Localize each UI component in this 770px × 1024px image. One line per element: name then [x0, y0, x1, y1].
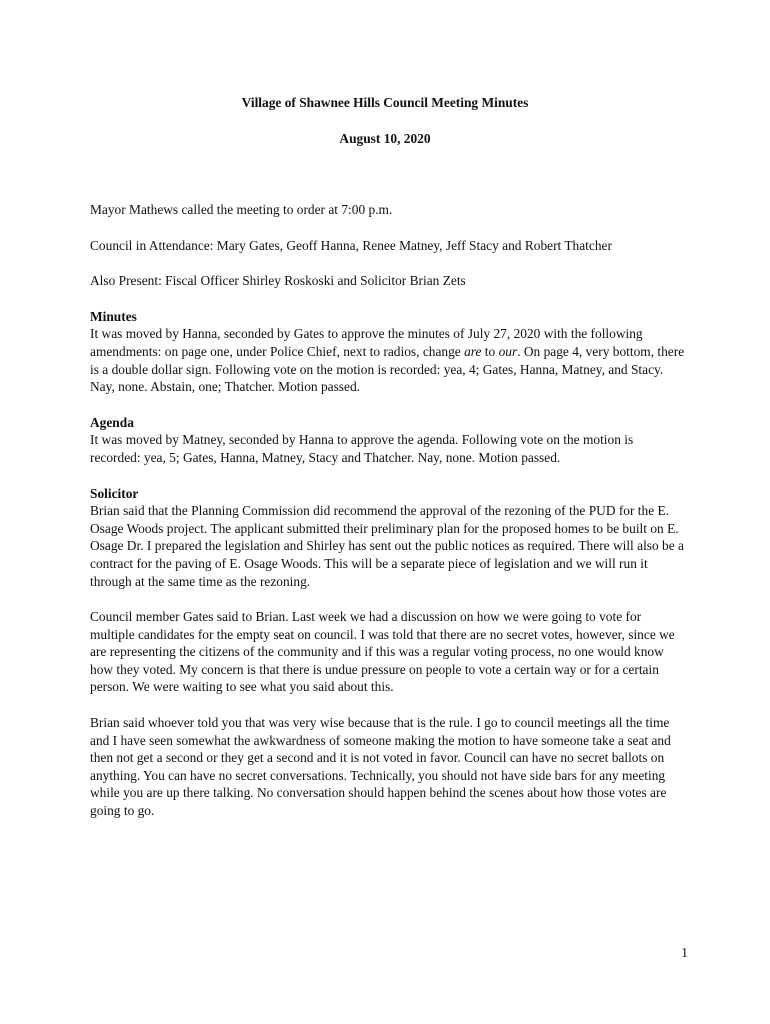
- solicitor-paragraph-2: Council member Gates said to Brian. Last week we had a discussion on how we were going to vote for multiple candidates for the empty seat on council. I was told that there are no secret votes, however, since we are representing the citizens of the community and if this was a regular voting process, no one would know how they voted. My concern is that there is undue pressure on people to vote a certain way or for a certain person. We were waiting to see what you said about this.: [90, 609, 675, 695]
- solicitor-section: [90, 485, 686, 820]
- solicitor-heading: Solicitor: [90, 485, 139, 501]
- call-to-order-paragraph: Mayor Mathews called the meeting to order at 7:00 p.m.: [90, 202, 393, 217]
- minutes-italic-are: are: [464, 343, 482, 359]
- minutes-text-part-2: to: [481, 343, 499, 359]
- minutes-text-part-1: It was moved by Hanna, seconded by Gates to approve the minutes of July 27, 2020 with the following amendments: on page one, under Police Chief, next to radios, change: [90, 326, 643, 359]
- agenda-heading: Agenda: [90, 414, 134, 430]
- agenda-section: [90, 414, 686, 467]
- solicitor-paragraph-1: Brian said that the Planning Commission did recommend the approval of the rezoning of the PUD for the E. Osage Woods project. The applicant submitted their preliminary plan for the proposed homes to be built on E. Osage Dr. I prepared the legislation and Shirley has sent out the public notices as required. There will also be a contract for the paving of E. Osage Woods. This will be a separate piece of legislation and we will run it through at the same time as the rezoning.: [90, 503, 684, 589]
- attendance-paragraph: Council in Attendance: Mary Gates, Geoff Hanna, Renee Matney, Jeff Stacy and Robert Thatcher: [90, 237, 612, 253]
- minutes-text-part-3: . On page 4, very bottom, there is a double dollar sign. Following vote on the motion is recorded: yea, 4; Gates, Hanna, Matney, and Stacy. Nay, none. Abstain, one; Thatcher. Motion passed.: [90, 343, 685, 395]
- document-title: Village of Shawnee Hills Council Meeting Minutes: [241, 95, 529, 110]
- solicitor-paragraph-3: Brian said whoever told you that was very wise because that is the rule. I go to council meetings all the time and I have seen somewhat the awkwardness of someone making the motion to have someone take a seat and then not get a second or they get a second and it is not voted in favor. Council can have no secret ballots on anything. You can have no secret conversations. Technically, you should not have side bars for any meeting while you are up there talking. No conversation should happen behind the scenes about how those votes are going to go.: [90, 715, 671, 819]
- minutes-text: [90, 325, 686, 395]
- document-body: [90, 201, 686, 838]
- also-present-paragraph: Also Present: Fiscal Officer Shirley Roskoski and Solicitor Brian Zets: [90, 273, 466, 289]
- minutes-italic-our: our: [498, 343, 518, 359]
- minutes-section: [90, 308, 686, 396]
- agenda-text: It was moved by Matney, seconded by Hanna to approve the agenda. Following vote on the motion is recorded: yea, 5; Gates, Hanna, Matney, Stacy and Thatcher. Nay, none. Motion passed.: [90, 432, 634, 465]
- meeting-date: August 10, 2020: [339, 131, 431, 146]
- minutes-heading: Minutes: [90, 308, 137, 324]
- page-number: 1: [681, 945, 688, 960]
